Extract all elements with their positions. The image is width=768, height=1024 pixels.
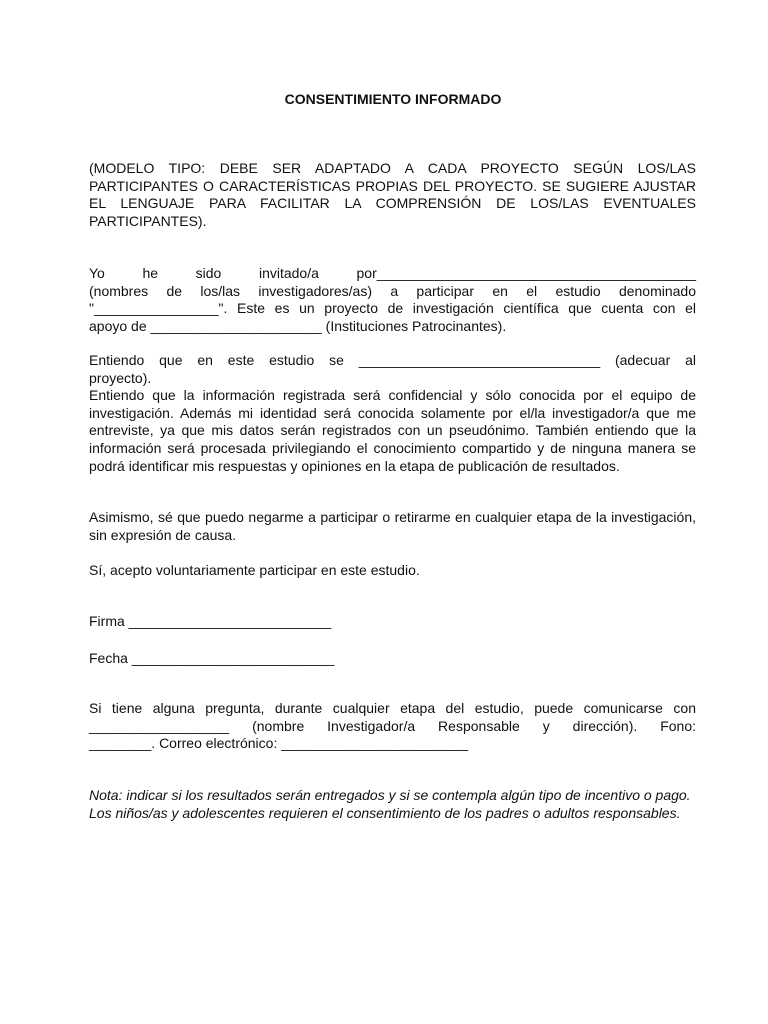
understanding-line-1: Entiendo que en este estudio se _______________________________ (adecuar al <box>89 352 696 368</box>
understanding-paragraph <box>89 352 696 475</box>
acceptance-paragraph: Sí, acepto voluntariamente participar en este estudio. <box>89 562 420 578</box>
invitation-line-3: "________________". Este es un proyecto de investigación científica que cuenta con el <box>89 300 696 317</box>
invitation-paragraph <box>89 265 696 335</box>
contact-line-1: Si tiene alguna pregunta, durante cualquier etapa del estudio, puede comunicarse con <box>89 700 696 716</box>
note-results: Nota: indicar si los resultados serán entregados y si se contempla algún tipo de incentivo o pago. <box>89 787 691 803</box>
notes-block <box>89 787 696 822</box>
note-minors: Los niños/as y adolescentes requieren el consentimiento de los padres o adultos responsables. <box>89 804 681 821</box>
model-note: (MODELO TIPO: DEBE SER ADAPTADO A CADA PROYECTO SEGÚN LOS/LAS PARTICIPANTES O CARACTERÍSTICAS PROPIAS DEL PROYECTO. SE SUGIERE AJUSTAR EL LENGUAJE PARA FACILITAR LA COMPRENSIÓN DE LOS/LAS EVENTUALES PARTICIPANTES). <box>89 160 696 229</box>
document-title: CONSENTIMIENTO INFORMADO <box>284 91 502 107</box>
contact-line-3: ________. Correo electrónico: ________________________ <box>89 735 469 752</box>
withdrawal-paragraph: Asimismo, sé que puedo negarme a participar o retirarme en cualquier etapa de la investigación, sin expresión de causa. <box>89 509 696 543</box>
contact-line-2: __________________ (nombre Investigador/a Responsable y dirección). Fono: <box>89 717 696 734</box>
invitation-line-2: (nombres de los/las investigadores/as) a participar en el estudio denominado <box>89 282 696 299</box>
invitation-line-1: Yo he sido invitado/a por_________________________________________ <box>89 265 696 281</box>
contact-paragraph <box>89 700 696 753</box>
understanding-body: proyecto). Entiendo que la información registrada será confidencial y sólo conocida por el equipo de investigación. Además mi identidad será conocida solamente por el/la investigador/a que me entreviste, ya que mis datos serán registrados con un pseudónimo. También entiendo que la información será procesada privilegiando el conocimiento compartido y de ninguna manera se podrá identificar mis respuestas y opiniones en la etapa de publicación de resultados. <box>89 369 696 474</box>
signature-line: Firma __________________________ <box>89 613 332 629</box>
invitation-line-4: apoyo de ______________________ (Instituciones Patrocinantes). <box>89 317 507 334</box>
date-line: Fecha __________________________ <box>89 650 335 666</box>
